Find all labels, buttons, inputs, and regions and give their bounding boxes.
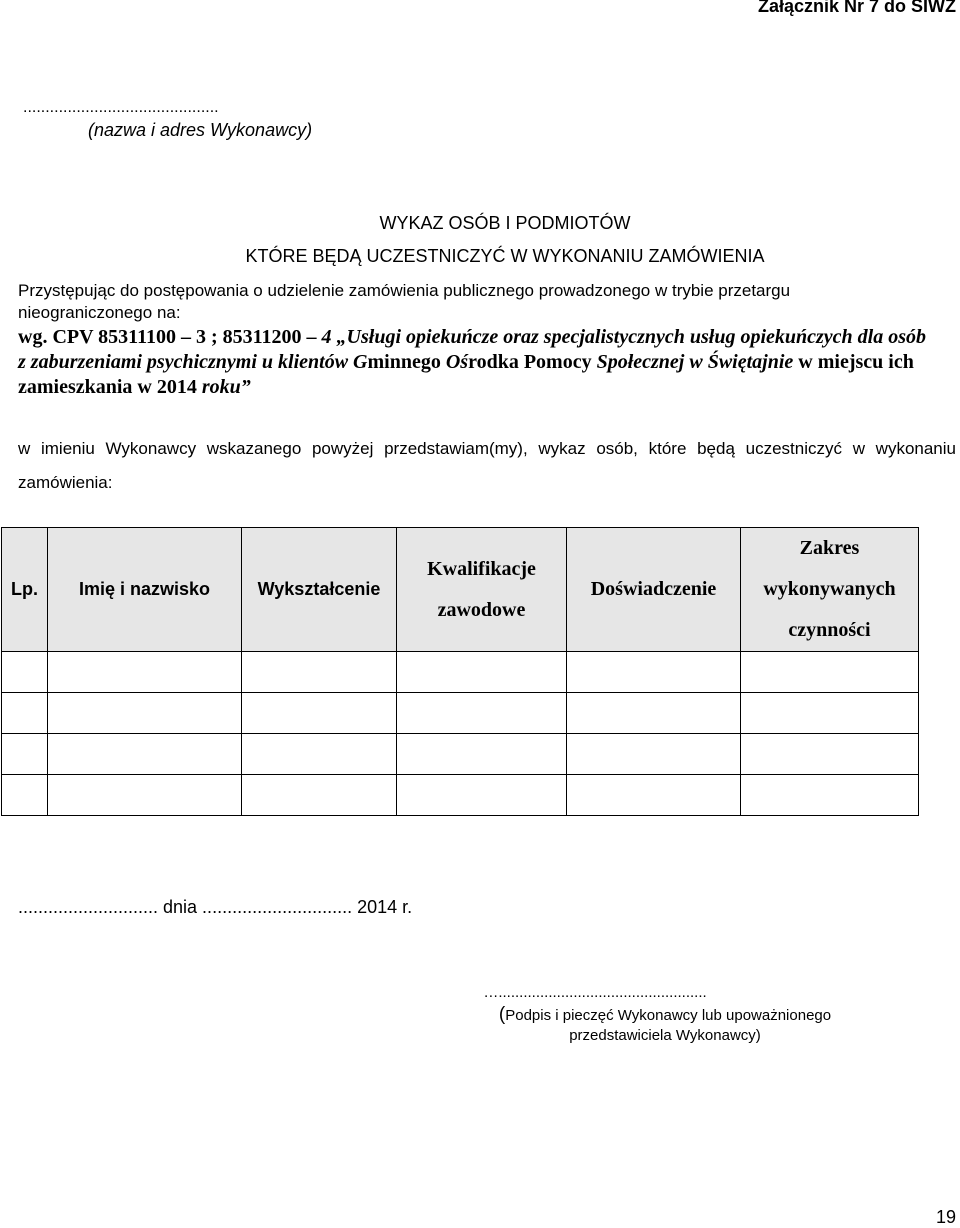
- statement-text: w imieniu Wykonawcy wskazanego powyżej przedstawiam(my), wykaz osób, które będą uczestniczyć w wykonaniu zamówienia:: [18, 439, 956, 492]
- table-cell[interactable]: [397, 652, 567, 693]
- cpv-name-part3: rodka Pomocy: [468, 351, 597, 373]
- table-cell[interactable]: [242, 775, 397, 816]
- table-cell[interactable]: [48, 693, 242, 734]
- table-cell[interactable]: [567, 652, 741, 693]
- cpv-service-text: [18, 325, 938, 400]
- cpv-name-italic2: Oś: [445, 351, 469, 373]
- signature-caption-line2: przedstawiciela Wykonawcy): [569, 1027, 761, 1044]
- table-header-row: [2, 528, 919, 652]
- signature-caption-line1: [0, 1004, 960, 1026]
- cpv-codes: wg. CPV 85311100 – 3 ; 85311200 –: [18, 326, 322, 348]
- document-subtitle: KTÓRE BĘDĄ UCZESTNICZYĆ W WYKONANIU ZAMÓWIENIA: [245, 246, 765, 266]
- signature-caption-text: Podpis i pieczęć Wykonawcy lub upoważnionego: [505, 1007, 832, 1024]
- table-cell[interactable]: [567, 734, 741, 775]
- table-row: [2, 734, 919, 775]
- staff-table: [1, 527, 919, 816]
- table-cell[interactable]: [2, 693, 48, 734]
- header-experience: Doświadczenie: [567, 528, 741, 652]
- intro-text: Przystępując do postępowania o udzielenie zamówienia publicznego prowadzonego w trybie przetargu nieograniczonego na:: [18, 281, 791, 322]
- table-cell[interactable]: [2, 652, 48, 693]
- table-cell[interactable]: [567, 693, 741, 734]
- cpv-name-italic4: roku”: [201, 376, 251, 398]
- cpv-service-name: 4 „Usługi opiekuńcze oraz specjalistycznych usług opiekuńczych dla osób z zaburzeniami psychicznymi u klientów G: [18, 326, 927, 373]
- table-cell[interactable]: [741, 734, 919, 775]
- document-title: WYKAZ OSÓB I PODMIOTÓW: [379, 213, 631, 233]
- table-body: [2, 652, 919, 816]
- signature-paren: (: [498, 1004, 506, 1025]
- cpv-name-part1: minnego: [367, 351, 446, 373]
- table-cell[interactable]: [397, 734, 567, 775]
- table-cell[interactable]: [567, 775, 741, 816]
- table-cell[interactable]: [741, 652, 919, 693]
- header-scope: Zakres wykonywanych czynności: [741, 528, 919, 652]
- annex-label: Załącznik Nr 7 do SIWZ: [757, 0, 956, 16]
- table-row: [2, 693, 919, 734]
- table-cell[interactable]: [48, 775, 242, 816]
- table-cell[interactable]: [741, 775, 919, 816]
- contractor-dots: ............................................: [23, 99, 219, 116]
- table-cell[interactable]: [397, 693, 567, 734]
- cpv-name-italic3: Społecznej w Świętajnie: [596, 351, 794, 373]
- table-cell[interactable]: [242, 734, 397, 775]
- table-cell[interactable]: [48, 734, 242, 775]
- table-cell[interactable]: [741, 693, 919, 734]
- cpv-name-part4: w miejscu ich zamieszkania w 2014: [18, 351, 914, 398]
- header-lp: Lp.: [2, 528, 48, 652]
- table-row: [2, 775, 919, 816]
- signature-dots: …..................................................: [483, 984, 707, 1001]
- header-qualifications: Kwalifikacje zawodowe: [397, 528, 567, 652]
- contractor-label: (nazwa i adres Wykonawcy): [88, 120, 313, 140]
- header-name: Imię i nazwisko: [48, 528, 242, 652]
- table-cell[interactable]: [2, 734, 48, 775]
- table-row: [2, 652, 919, 693]
- table-cell[interactable]: [397, 775, 567, 816]
- table-cell[interactable]: [242, 693, 397, 734]
- table-cell[interactable]: [242, 652, 397, 693]
- header-education: Wykształcenie: [242, 528, 397, 652]
- page-number: 19: [935, 1207, 956, 1227]
- date-line: ............................ dnia .............................. 2014 r.: [18, 897, 413, 917]
- table-cell[interactable]: [48, 652, 242, 693]
- table-cell[interactable]: [2, 775, 48, 816]
